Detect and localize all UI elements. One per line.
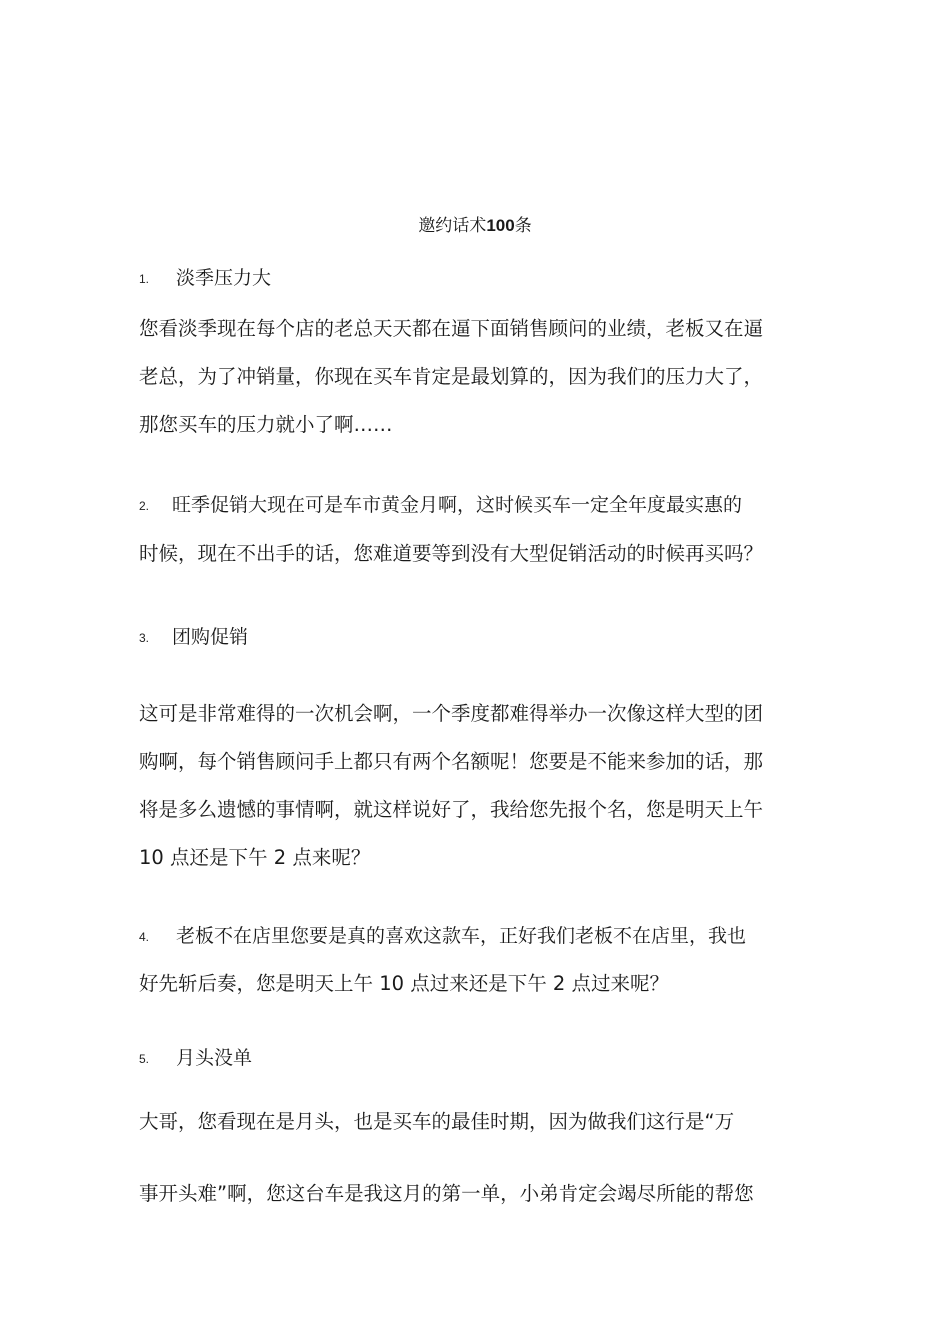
item-1-body xyxy=(139,305,829,449)
item-4-heading xyxy=(139,922,746,951)
item-heading-text: 月头没单 xyxy=(176,1047,253,1069)
item-number: 2. xyxy=(139,498,150,513)
item-1-heading xyxy=(139,264,271,293)
title-suffix: 条 xyxy=(514,216,532,236)
document-title xyxy=(0,214,950,238)
body-line: 购啊，每个销售顾问手上都只有两个名额呢！您要是不能来参加的话，那 xyxy=(139,750,764,773)
body-line: 这可是非常难得的一次机会啊，一个季度都难得举办一次像这样大型的团 xyxy=(139,702,764,725)
body-line: 老总，为了冲销量，你现在买车肯定是最划算的，因为我们的压力大了， xyxy=(139,365,764,388)
item-5-body xyxy=(139,1086,829,1230)
body-line: 大哥，您看现在是月头，也是买车的最佳时期，因为做我们这行是“万 xyxy=(139,1110,735,1133)
item-number: 5. xyxy=(139,1051,150,1066)
item-3-body xyxy=(139,690,829,882)
body-line: 那您买车的压力就小了啊…… xyxy=(139,413,393,436)
body-line: 好先斩后奏，您是明天上午 10 点过来还是下午 2 点过来呢？ xyxy=(139,972,670,995)
body-line: 您看淡季现在每个店的老总天天都在逼下面销售顾问的业绩，老板又在逼 xyxy=(139,317,764,340)
body-line: 事开头难”啊，您这台车是我这月的第一单，小弟肯定会竭尽所能的帮您 xyxy=(139,1182,754,1205)
title-prefix: 邀约话术 xyxy=(418,216,487,236)
title-number: 100 xyxy=(486,216,515,235)
item-4-body xyxy=(139,960,829,1008)
body-line: 时候，现在不出手的话，您难道要等到没有大型促销活动的时候再买吗？ xyxy=(139,542,764,565)
item-heading-text: 旺季促销大现在可是车市黄金月啊，这时候买车一定全年度最实惠的 xyxy=(172,494,743,516)
item-2-body xyxy=(139,530,829,578)
body-line: 将是多么遗憾的事情啊，就这样说好了，我给您先报个名，您是明天上午 xyxy=(139,798,764,821)
item-2-heading xyxy=(139,491,742,520)
item-number: 3. xyxy=(139,630,150,645)
item-heading-text: 团购促销 xyxy=(172,626,249,648)
item-heading-text: 淡季压力大 xyxy=(176,267,272,289)
item-number: 1. xyxy=(139,271,150,286)
body-line: 10 点还是下午 2 点来呢？ xyxy=(139,846,371,869)
item-number: 4. xyxy=(139,929,150,944)
item-heading-text: 老板不在店里您要是真的喜欢这款车，正好我们老板不在店里，我也 xyxy=(176,925,747,947)
item-3-heading xyxy=(139,623,248,652)
item-5-heading xyxy=(139,1044,252,1073)
